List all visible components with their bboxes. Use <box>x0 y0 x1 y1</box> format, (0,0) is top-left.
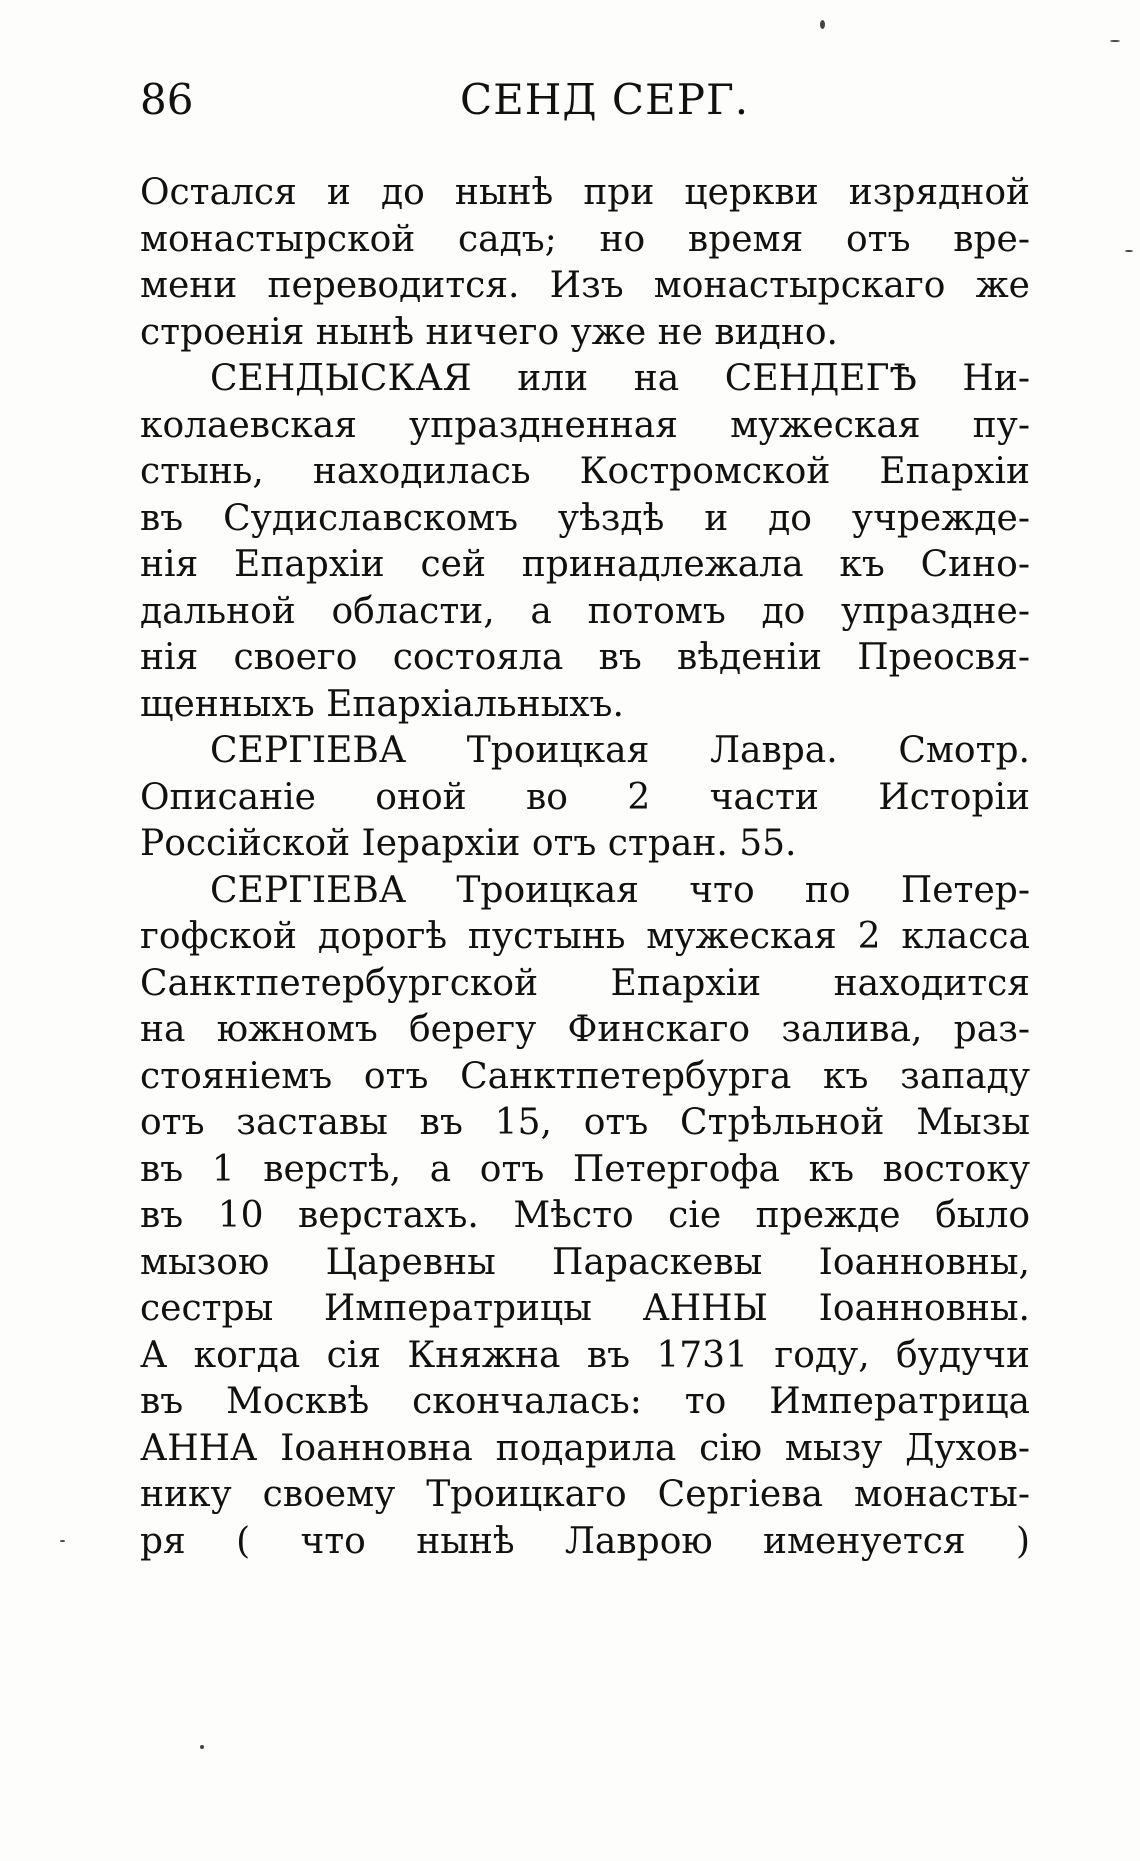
text-line: стынь, находилась Костромской Епархіи <box>140 451 1030 492</box>
text-line: нія Епархіи сей принадлежала къ Сино- <box>140 544 1030 585</box>
text-line: ря ( что нынѣ Лаврою именуется ) <box>140 1520 1030 1562</box>
text-line: нику своему Троицкаго Сергіева монасты- <box>140 1474 1030 1515</box>
text-line: отъ заставы въ 15, отъ Стрѣльной Мызы <box>140 1102 1030 1143</box>
page-header <box>140 70 1040 130</box>
text-line: АННА Іоанновна подарила сію мызу Духов- <box>140 1427 1030 1469</box>
text-line: Остался и до нынѣ при церкви изрядной <box>140 172 1030 213</box>
text-line: Описаніе оной во 2 части Исторіи <box>140 776 1030 818</box>
page-number: 86 <box>140 75 194 124</box>
text-line: щенныхъ Епархіальныхъ. <box>140 683 624 725</box>
text-line: строенія нынѣ ничего уже не видно. <box>140 311 838 353</box>
scan-speck <box>1110 40 1120 42</box>
scan-speck <box>820 20 825 29</box>
paragraph-1 <box>140 170 1030 356</box>
text-line: сестры Императрицы АННЫ Іоанновны. <box>140 1288 1030 1329</box>
text-line: въ Судиславскомъ уѣздѣ и до учрежде- <box>140 497 1030 539</box>
text-line: на южномъ берегу Финскаго залива, раз- <box>140 1009 1030 1050</box>
text-line: дальной области, а потомъ до упраздне- <box>140 590 1030 632</box>
running-head: СЕНД СЕРГ. <box>460 75 750 124</box>
text-line: Санктпетербургской Епархіи находится <box>140 962 1030 1004</box>
text-line: А когда сія Княжна въ 1731 году, будучи <box>140 1334 1030 1376</box>
scan-speck <box>1125 250 1133 252</box>
text-line: въ 1 верстѣ, а отъ Петергофа къ востоку <box>140 1148 1030 1190</box>
text-line: СЕРГІЕВА Троицкая что по Петер- <box>210 869 1030 911</box>
text-line: СЕРГІЕВА Троицкая Лавра. Смотр. <box>210 730 1030 771</box>
text-line: стояніемъ отъ Санктпетербурга къ западу <box>140 1055 1030 1097</box>
paragraph-2 <box>140 356 1030 728</box>
paragraph-3 <box>140 728 1030 868</box>
scan-speck <box>200 1745 204 1749</box>
text-line: мызою Царевны Параскевы Іоанновны, <box>140 1241 1030 1283</box>
text-line: гофской дорогѣ пустынь мужеская 2 класса <box>140 916 1030 957</box>
text-line: Россійской Іерархіи отъ стран. 55. <box>140 823 797 864</box>
text-line: мени переводится. Изъ монастырскаго же <box>140 265 1030 306</box>
scan-speck <box>60 1540 65 1542</box>
body-text <box>140 170 1030 1565</box>
text-line: монастырской садъ; но время отъ вре- <box>140 218 1030 260</box>
text-line: СЕНДЫСКАЯ или на СЕНДЕГѢ Ни- <box>210 358 1030 399</box>
text-line: колаевская упраздненная мужеская пу- <box>140 404 1030 446</box>
text-line: нія своего состояла въ вѣденіи Преосвя- <box>140 637 1030 678</box>
paragraph-4 <box>140 868 1030 1566</box>
text-line: въ Москвѣ скончалась: то Императрица <box>140 1381 1030 1422</box>
text-line: въ 10 верстахъ. Мѣсто сіе прежде было <box>140 1195 1030 1236</box>
